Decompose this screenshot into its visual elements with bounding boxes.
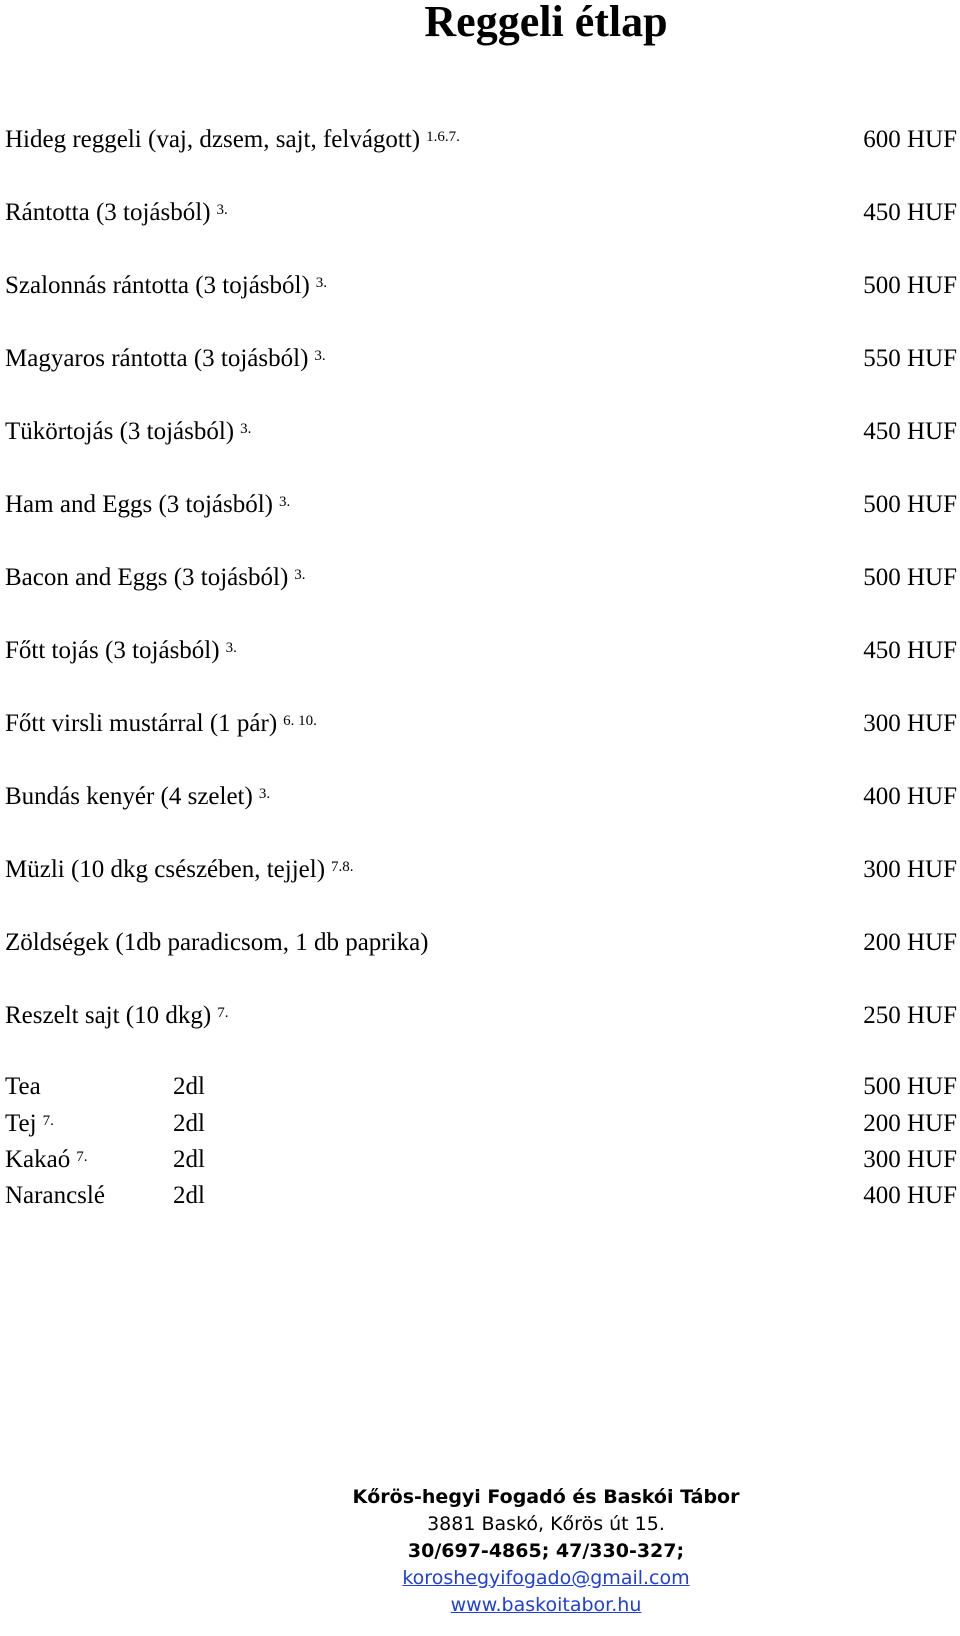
menu-item [5,489,957,521]
menu-item [5,343,957,375]
menu-item-name [5,1180,105,1212]
menu-item-price: 200 HUF [863,1110,957,1137]
allergen-codes: 7. [76,1149,88,1165]
menu-item-price: 550 HUF [863,345,957,372]
menu-item-name [5,343,326,375]
menu-item-name [5,708,317,740]
menu-item-price: 400 HUF [863,783,957,810]
email-link[interactable]: koroshegyifogado@gmail.com [402,1567,690,1589]
allergen-codes: 3. [279,494,291,510]
menu-item-price: 500 HUF [863,1073,957,1100]
menu-item-price: 400 HUF [863,1182,957,1209]
menu-item-label: Tej [5,1110,37,1137]
menu-item-price: 450 HUF [863,199,957,226]
menu-item [5,562,957,594]
menu-item-label: Főtt tojás (3 tojásból) [5,637,220,664]
menu-item-name [5,416,251,448]
menu-item [5,854,957,886]
menu-item-label: Narancslé [5,1182,105,1209]
menu-item [5,708,957,740]
menu-item-label: Főtt virsli mustárral (1 pár) [5,710,278,737]
menu-item-label: Ham and Eggs (3 tojásból) [5,491,274,518]
menu-item-price: 300 HUF [863,710,957,737]
menu-item [5,1071,957,1103]
menu-item-price: 300 HUF [863,1146,957,1173]
menu-item-price: 500 HUF [863,564,957,591]
menu-item-label: Zöldségek (1db paradicsom, 1 db paprika) [5,929,429,956]
menu-item [5,270,957,302]
menu-item-name [5,197,228,229]
menu-item [5,635,957,667]
allergen-codes: 3. [314,348,326,364]
menu-item-quantity: 2dl [173,1146,205,1173]
menu-item-name [5,635,237,667]
menu-item-label: Kakaó [5,1146,71,1173]
allergen-codes: 6. 10. [283,713,317,729]
menu-item-label: Magyaros rántotta (3 tojásból) [5,345,309,372]
menu-item [5,1108,957,1140]
menu-item-label: Bundás kenyér (4 szelet) [5,783,253,810]
allergen-codes: 7. [217,1005,229,1021]
allergen-codes: 3. [240,421,252,437]
menu-item-price: 500 HUF [863,272,957,299]
menu-item-name [5,781,270,813]
menu-item-quantity: 2dl [173,1110,205,1137]
menu-item-label: Müzli (10 dkg csészében, tejjel) [5,856,326,883]
menu-item-name [5,1108,54,1140]
menu-item-name [5,270,327,302]
menu-item-label: Hideg reggeli (vaj, dzsem, sajt, felvágott) [5,126,421,153]
menu-item [5,197,957,229]
menu-item [5,416,957,448]
menu-item [5,781,957,813]
menu-item-price: 300 HUF [863,856,957,883]
allergen-codes: 7.8. [331,859,354,875]
menu-item-label: Bacon and Eggs (3 tojásból) [5,564,289,591]
menu-item [5,124,957,156]
menu-item-label: Rántotta (3 tojásból) [5,199,211,226]
menu-item-label: Tükörtojás (3 tojásból) [5,418,235,445]
allergen-codes: 1.6.7. [426,129,460,145]
menu-item-label: Reszelt sajt (10 dkg) [5,1002,212,1029]
allergen-codes: 3. [216,202,228,218]
menu-item-price: 500 HUF [863,491,957,518]
menu-item-name [5,489,290,521]
menu-item-label: Tea [5,1073,41,1100]
menu-item-name [5,854,354,886]
menu-item-name [5,1071,41,1103]
menu-item-label: Szalonnás rántotta (3 tojásból) [5,272,310,299]
menu-item [5,927,957,959]
menu-item-price: 450 HUF [863,637,957,664]
menu-item-price: 250 HUF [863,1002,957,1029]
menu-item-quantity: 2dl [173,1073,205,1100]
menu-item-name [5,1000,228,1032]
website-link[interactable]: www.baskoitabor.hu [450,1594,642,1616]
address: 3881 Baskó, Kőrös út 15. [427,1513,665,1535]
menu-item-name [5,1144,88,1176]
allergen-codes: 3. [258,786,271,802]
menu-item-price: 450 HUF [863,418,957,445]
menu-item-name [5,124,460,156]
menu-item [5,1144,957,1176]
menu-item-quantity: 2dl [173,1182,205,1209]
page-title: Reggeli étlap [424,0,668,46]
menu-item-price: 200 HUF [863,929,957,956]
allergen-codes: 7. [42,1113,54,1129]
menu-item-price: 600 HUF [863,126,957,153]
menu-item-name [5,927,429,959]
business-name: Kőrös-hegyi Fogadó és Baskói Tábor [352,1486,740,1508]
menu-item-name [5,562,306,594]
allergen-codes: 3. [225,640,237,656]
menu-item [5,1180,957,1212]
allergen-codes: 3. [315,275,328,291]
phone-numbers: 30/697-4865; 47/330-327; [407,1540,685,1562]
menu-item [5,1000,957,1032]
footer [0,1484,960,1619]
allergen-codes: 3. [294,567,306,583]
